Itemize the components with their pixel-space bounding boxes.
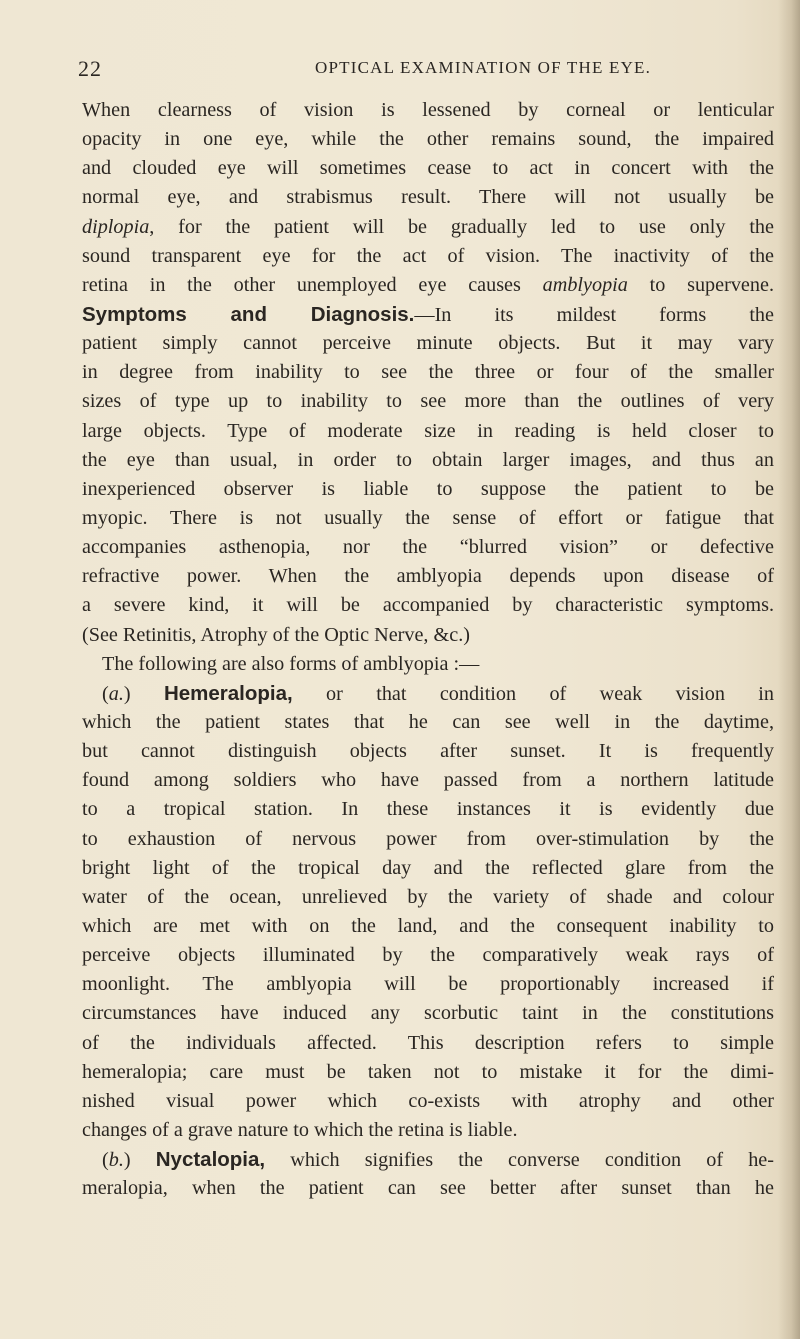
text-run: The following are also forms of amblyopia :— — [102, 652, 480, 675]
text-run: perceive objects illuminated by the comparatively weak rays of — [82, 944, 774, 967]
section-heading: Nyctalopia, — [155, 1148, 266, 1172]
text-line — [82, 1058, 774, 1087]
text-run: moonlight. The amblyopia will be proportionably increased if — [82, 973, 774, 996]
text-run: to exhaustion of nervous power from over-stimulation by the — [82, 827, 774, 850]
text-line — [82, 213, 774, 242]
text-run: water of the ocean, unrelieved by the variety of shade and colour — [82, 885, 774, 908]
text-run: nished visual power which co-exists with atrophy and other — [82, 1089, 774, 1112]
text-line — [82, 1145, 774, 1174]
text-line — [82, 562, 774, 591]
text-run: bright light of the tropical day and the reflected glare from the — [82, 856, 774, 879]
text-line — [82, 183, 774, 212]
text-run: normal eye, and strabismus result. There will not usually be — [82, 186, 774, 209]
text-run: ) — [123, 682, 164, 705]
text-run: meralopia, when the patient can see better after sunset than he — [82, 1177, 774, 1200]
text-line — [82, 650, 774, 679]
text-line — [82, 446, 774, 475]
text-run: ( — [102, 682, 109, 705]
text-run: the eye than usual, in order to obtain larger images, and thus an — [82, 448, 774, 471]
text-line — [82, 708, 774, 737]
text-run: ) — [123, 1149, 156, 1172]
text-run: sound transparent eye for the act of vision. The inactivity of the — [82, 244, 774, 267]
italic-term: a. — [108, 682, 124, 705]
text-run: or that condition of weak vision in — [292, 682, 774, 705]
text-run: and clouded eye will sometimes cease to act in concert with the — [82, 157, 774, 180]
text-line — [82, 125, 774, 154]
text-line — [82, 1087, 774, 1116]
text-line — [82, 271, 774, 300]
text-run: but cannot distinguish objects after sunset. It is frequently — [82, 740, 774, 763]
text-line — [82, 96, 774, 125]
text-line — [82, 358, 774, 387]
text-run: sizes of type up to inability to see more than the outlines of very — [82, 390, 774, 413]
text-run: which the patient states that he can see well in the daytime, — [82, 710, 774, 733]
text-run: hemeralopia; care must be taken not to mistake it for the dimi- — [82, 1060, 774, 1083]
text-run: (See Retinitis, Atrophy of the Optic Nerve, &c.) — [82, 623, 470, 646]
text-line — [82, 591, 774, 620]
body-text — [82, 96, 774, 1203]
text-run: , for the patient will be gradually led to use only the — [149, 215, 774, 238]
text-line — [82, 300, 774, 329]
text-line — [82, 1174, 774, 1203]
text-line — [82, 329, 774, 358]
section-heading: Hemeralopia, — [163, 681, 293, 705]
text-run: changes of a grave nature to which the retina is liable. — [82, 1118, 518, 1141]
text-run: refractive power. When the amblyopia depends upon disease of — [82, 565, 774, 588]
section-heading: Symptoms and Diagnosis. — [82, 302, 415, 326]
text-run: opacity in one eye, while the other remains sound, the impaired — [82, 128, 774, 151]
text-run: inexperienced observer is liable to suppose the patient to be — [82, 477, 774, 500]
text-line — [82, 912, 774, 941]
text-run: of the individuals affected. This description refers to simple — [82, 1031, 774, 1054]
text-line — [82, 475, 774, 504]
text-line — [82, 387, 774, 416]
text-run: which are met with on the land, and the consequent inability to — [82, 914, 774, 937]
text-run: found among soldiers who have passed from a northern latitude — [82, 769, 774, 792]
text-line — [82, 154, 774, 183]
text-line — [82, 970, 774, 999]
text-line — [82, 825, 774, 854]
text-run: ( — [102, 1149, 109, 1172]
text-run: When clearness of vision is lessened by corneal or lenticular — [82, 99, 774, 121]
text-line — [82, 941, 774, 970]
text-line — [82, 883, 774, 912]
text-run: to supervene. — [627, 273, 774, 296]
page-header — [78, 56, 770, 82]
page-number: 22 — [78, 56, 102, 81]
text-line — [82, 999, 774, 1028]
text-line — [82, 417, 774, 446]
text-line — [82, 621, 774, 650]
text-run: accompanies asthenopia, nor the “blurred vision” or defective — [82, 536, 774, 559]
italic-term: amblyopia — [542, 273, 628, 296]
text-run: circumstances have induced any scorbutic taint in the constitutions — [82, 1002, 774, 1025]
page-spine-shadow — [778, 0, 800, 1339]
text-run: retina in the other unemployed eye causes — [82, 273, 543, 296]
text-line — [82, 766, 774, 795]
running-title: OPTICAL EXAMINATION OF THE EYE. — [315, 58, 652, 77]
text-run: in degree from inability to see the three or four of the smaller — [82, 361, 774, 384]
italic-term: b. — [108, 1149, 124, 1172]
text-run: —In its mildest forms the — [414, 303, 774, 326]
text-run: large objects. Type of moderate size in reading is held closer to — [82, 419, 774, 442]
text-line — [82, 1029, 774, 1058]
text-line — [82, 1116, 774, 1145]
text-line — [82, 242, 774, 271]
text-run: myopic. There is not usually the sense of effort or fatigue that — [82, 506, 774, 529]
text-line — [82, 795, 774, 824]
text-run: which signifies the converse condition of he- — [265, 1149, 774, 1172]
text-line — [82, 854, 774, 883]
italic-term: diplopia — [82, 215, 150, 238]
text-run: patient simply cannot perceive minute objects. But it may vary — [82, 332, 774, 355]
text-run: a severe kind, it will be accompanied by characteristic symptoms. — [82, 594, 774, 617]
text-run: to a tropical station. In these instances it is evidently due — [82, 798, 774, 821]
text-line — [82, 504, 774, 533]
text-line — [82, 679, 774, 708]
text-line — [82, 737, 774, 766]
text-line — [82, 533, 774, 562]
